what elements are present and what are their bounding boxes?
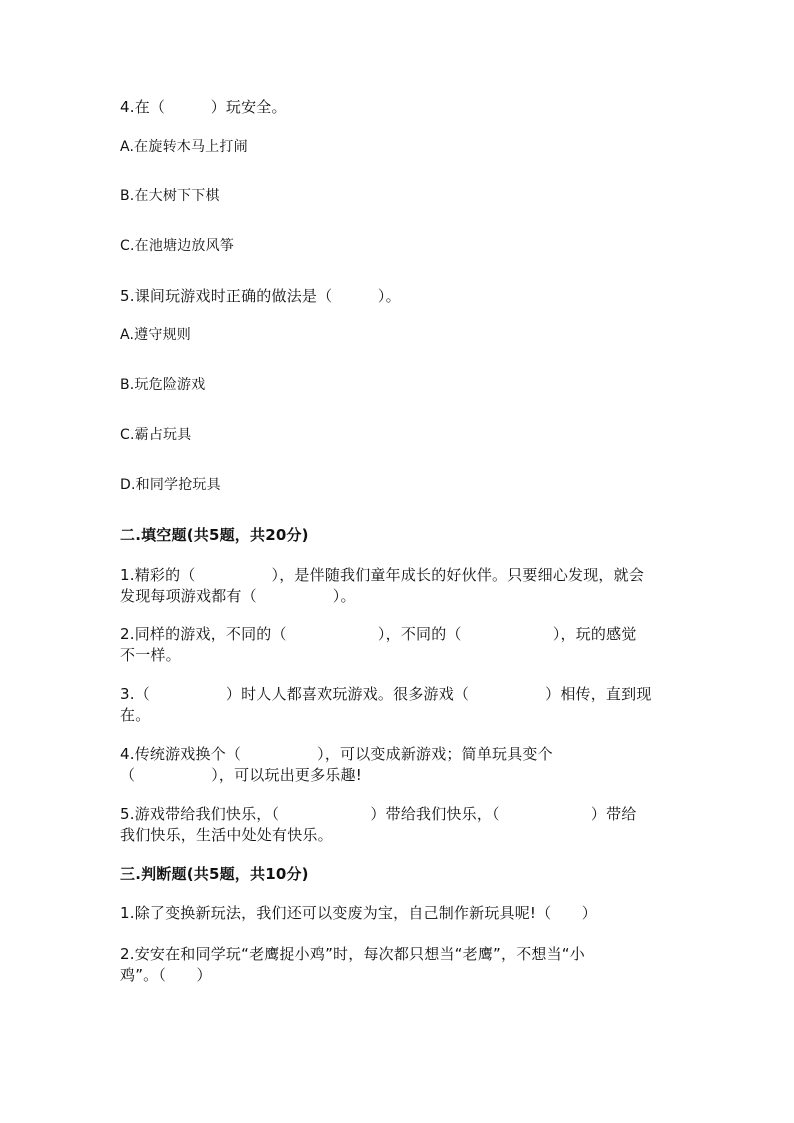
question-4-stem: 4.在（ ）玩安全。 [120, 98, 287, 116]
fill-item-3-line1: 3.（ ）时人人都喜欢玩游戏。很多游戏（ ）相传，直到现 [120, 685, 652, 703]
fill-item-3-line2: 在。 [120, 706, 151, 724]
judge-item-1-line1: 1.除了变换新玩法，我们还可以变废为宝，自己制作新玩具呢!（ ） [120, 904, 597, 922]
fill-item-5-line2: 我们快乐，生活中处处有快乐。 [120, 826, 333, 844]
question-4-option-b: B.在大树下下棋 [120, 188, 220, 204]
section-3-heading: 三.判断题(共5题，共10分) [120, 865, 309, 883]
section-2-heading: 二.填空题(共5题，共20分) [120, 526, 309, 544]
question-5-option-a: A.遵守规则 [120, 327, 191, 343]
question-4-option-c: C.在池塘边放风筝 [120, 238, 235, 254]
question-5-option-b: B.玩危险游戏 [120, 377, 206, 393]
fill-item-1-line2: 发现每项游戏都有（ ）。 [120, 587, 356, 605]
fill-item-2-line1: 2.同样的游戏，不同的（ ），不同的（ ），玩的感觉 [120, 625, 637, 643]
question-5-option-d: D.和同学抢玩具 [120, 477, 221, 493]
question-4-option-a: A.在旋转木马上打闹 [120, 139, 248, 155]
fill-item-4-line2: （ ），可以玩出更多乐趣! [120, 766, 362, 784]
fill-item-2-line2: 不一样。 [120, 646, 181, 664]
question-5-option-c: C.霸占玩具 [120, 427, 192, 443]
fill-item-5-line1: 5.游戏带给我们快乐，（ ）带给我们快乐，（ ）带给 [120, 805, 637, 823]
fill-item-1-line1: 1.精彩的（ ），是伴随我们童年成长的好伙伴。只要细心发现，就会 [120, 566, 645, 584]
judge-item-2-line2: 鸡”。（ ） [120, 966, 212, 984]
fill-item-4-line1: 4.传统游戏换个（ ），可以变成新游戏；简单玩具变个 [120, 745, 553, 763]
judge-item-2-line1: 2.安安在和同学玩“老鹰捉小鸡”时，每次都只想当“老鹰”，不想当“小 [120, 945, 585, 963]
question-5-stem: 5.课间玩游戏时正确的做法是（ ）。 [120, 287, 401, 305]
